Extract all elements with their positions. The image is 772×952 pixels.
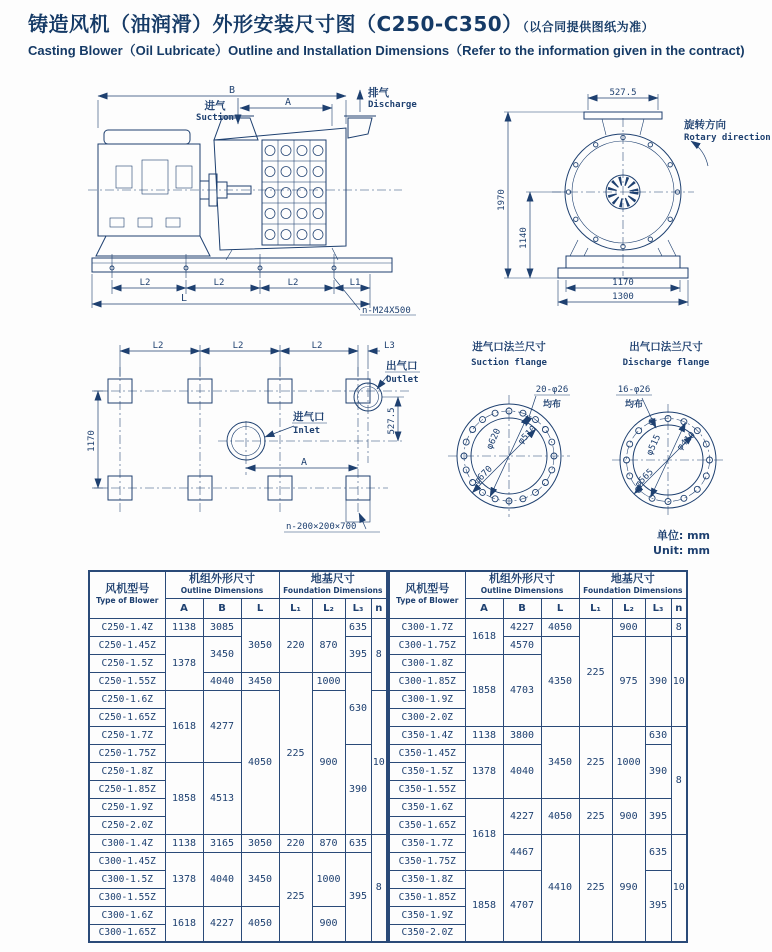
dimension-cell: 225 (579, 726, 612, 798)
table-row (89, 834, 387, 852)
table-row (389, 798, 687, 816)
centerlines (94, 367, 412, 513)
col-header-L1: L₁ (279, 598, 312, 618)
dimension-cell: 4410 (541, 834, 579, 942)
dimension-cell: 8 (371, 618, 387, 690)
dimension-cell: 635 (345, 834, 371, 852)
blower-model-cell: C250-1.7Z (89, 726, 165, 744)
blower-model-cell: C300-1.75Z (389, 636, 465, 654)
dimension-cell: 8 (671, 726, 687, 834)
bolt-hole-icon (627, 473, 633, 479)
dimension-cell: 225 (579, 618, 612, 726)
dimension-cell: 1858 (465, 654, 503, 726)
dimension-cell: 225 (579, 834, 612, 942)
dim-label-a: A (300, 457, 308, 468)
suction-en: Suction (196, 113, 234, 123)
blower-model-cell: C300-1.6Z (89, 906, 165, 924)
header-model: 风机型号 Type of Blower (89, 571, 165, 618)
header-foundation: 地基尺寸 Foundation Dimensions (579, 571, 687, 598)
suction-flange-diagram (430, 336, 588, 538)
table-row (89, 672, 387, 690)
anchor-bolt-note: n-M24X500 (362, 306, 411, 316)
plan-a-dim (246, 457, 358, 468)
dimension-cell: 1000 (612, 726, 645, 798)
table-row (89, 618, 387, 636)
bolt-hole-icon (627, 441, 633, 447)
table-row (89, 852, 387, 870)
dim-label-1970: 1970 (497, 189, 507, 211)
dimension-cell: 1618 (465, 618, 503, 654)
col-header-n: n (671, 598, 687, 618)
dimension-cell: 4707 (503, 870, 541, 942)
outlet-en: Outlet (386, 375, 419, 385)
header-foundation: 地基尺寸 Foundation Dimensions (279, 571, 387, 598)
blower-model-cell: C300-1.65Z (89, 924, 165, 942)
table-row (89, 690, 387, 708)
bolt-hole-icon (594, 237, 598, 241)
dimension-cell: 8 (371, 834, 387, 942)
blower-model-cell: C350-1.45Z (389, 744, 465, 762)
dimension-cell: 4050 (541, 798, 579, 834)
dimension-cell: 395 (345, 852, 371, 942)
front-view-diagram (482, 88, 771, 313)
bolt-hole-icon (648, 237, 652, 241)
dimension-tables (88, 570, 688, 943)
bolt-note2-text: 均布 (542, 400, 562, 410)
dim-label-527: 527.5 (609, 88, 637, 98)
bolt-hole-icon (574, 217, 578, 221)
foundation-dims (92, 274, 416, 316)
dimension-cell: 10 (371, 690, 387, 834)
col-header-B: B (503, 598, 541, 618)
table-row (389, 618, 687, 636)
bolt-hole-icon (574, 163, 578, 167)
dimension-cell: 1138 (465, 726, 503, 744)
inlet-en: Inlet (293, 426, 321, 436)
discharge-zh: 排气 (368, 87, 389, 99)
bolt-hole-icon (470, 427, 476, 433)
blower-model-cell: C250-1.45Z (89, 636, 165, 654)
header-outline: 机组外形尺寸 Outline Dimensions (165, 571, 279, 598)
vertical-dims (497, 112, 584, 278)
dimension-cell: 4570 (503, 636, 541, 654)
dim-label-l2: L2 (152, 341, 164, 351)
inlet-label (265, 410, 327, 437)
dimension-cell: 225 (279, 852, 312, 942)
dimension-cell: 4467 (503, 834, 541, 870)
dimension-cell: 220 (279, 834, 312, 852)
title-block (28, 8, 758, 59)
plan-view-diagram (68, 333, 428, 545)
blower-model-cell: C350-1.85Z (389, 888, 465, 906)
dim-label-l2: L2 (287, 278, 299, 288)
dimension-cell: 1618 (465, 798, 503, 870)
dim-label-l: L (180, 293, 188, 304)
dimension-cell: 3165 (203, 834, 241, 852)
dimension-cell: 4050 (241, 690, 279, 834)
dimension-cell: 900 (612, 798, 645, 834)
col-header-A: A (465, 598, 503, 618)
dim-label-l2: L2 (139, 278, 151, 288)
dia-outer-label: φ670 (472, 464, 495, 487)
dimension-cell: 870 (312, 834, 345, 852)
plan-left-dim (87, 391, 106, 488)
bolt-hole-icon (668, 163, 672, 167)
table-row (89, 906, 387, 924)
col-header-L3: L₃ (645, 598, 671, 618)
bolt-hole-icon (648, 143, 652, 147)
dimension-cell: 8 (671, 618, 687, 636)
dimension-cell: 900 (312, 906, 345, 942)
motor-outline (96, 130, 210, 256)
col-header-L3: L₃ (345, 598, 371, 618)
unit-note-zh: 单位: mm (656, 529, 710, 542)
dim-label-527: 527.5 (387, 407, 397, 435)
inlet-zh: 进气口 (293, 411, 325, 423)
table-row (389, 834, 687, 852)
col-header-L2: L₂ (612, 598, 645, 618)
dimension-cell: 4350 (541, 636, 579, 726)
blower-outline (214, 116, 376, 260)
outlet-zh: 出气口 (386, 360, 418, 372)
discharge-flange-diagram (596, 336, 760, 538)
dim-label-a: A (284, 97, 292, 108)
dimension-cell: 870 (312, 618, 345, 672)
dimension-cell: 1378 (465, 744, 503, 798)
dimension-cell: 390 (345, 744, 371, 834)
dimension-cell: 3450 (241, 852, 279, 906)
blower-model-cell: C250-1.75Z (89, 744, 165, 762)
dimension-cell: 3085 (203, 618, 241, 636)
dimension-cell: 4513 (203, 762, 241, 834)
dimension-cell: 4277 (203, 690, 241, 762)
blower-model-cell: C350-1.65Z (389, 816, 465, 834)
pocket-note-text: n-200×200×700 (286, 522, 357, 532)
dimension-cell: 4050 (541, 618, 579, 636)
rotary-zh: 旋转方向 (684, 119, 726, 131)
dim-label-l2: L2 (232, 341, 244, 351)
dimension-cell: 630 (345, 672, 371, 744)
dimension-cell: 3800 (503, 726, 541, 744)
blower-model-cell: C300-1.8Z (389, 654, 465, 672)
blower-model-cell: C300-1.4Z (89, 834, 165, 852)
bolt-note-text: 16-φ26 (617, 385, 651, 395)
dimension-cell: 1378 (165, 852, 203, 906)
foundation-pads (108, 379, 370, 522)
dim-label-l1: L1 (349, 278, 361, 288)
dimension-cell: 3050 (241, 834, 279, 852)
dia-bolt-circle-label: φ620 (485, 427, 504, 452)
plan-top-dims (120, 341, 395, 377)
dimension-cell: 900 (312, 690, 345, 834)
suction-flange-title-zh: 进气口法兰尺寸 (472, 341, 546, 353)
page-title-zh (28, 8, 758, 37)
dia-inner-label: φ510 (516, 424, 539, 447)
blower-model-cell: C300-1.9Z (389, 690, 465, 708)
blower-model-cell: C350-1.7Z (389, 834, 465, 852)
blower-model-cell: C350-1.8Z (389, 870, 465, 888)
dimension-cell: 635 (345, 618, 371, 636)
bolt-hole-icon (549, 467, 555, 473)
rotary-en: Rotary direction (684, 133, 771, 143)
dimension-cell: 10 (671, 636, 687, 726)
col-header-L: L (241, 598, 279, 618)
blower-model-cell: C300-1.7Z (389, 618, 465, 636)
dimension-cell: 1378 (165, 636, 203, 690)
outlet-label (377, 359, 420, 389)
dimension-cell: 3450 (241, 672, 279, 690)
bolt-hole-icon (542, 427, 548, 433)
dimension-cell: 225 (579, 798, 612, 834)
bolt-note-text: 20-φ26 (535, 385, 569, 395)
title-zh-text: 铸造风机（油润滑）外形安装尺寸图（C250-C350） (28, 12, 523, 36)
blower-model-cell: C300-1.5Z (89, 870, 165, 888)
blower-model-cell: C300-1.55Z (89, 888, 165, 906)
blower-model-cell: C300-2.0Z (389, 708, 465, 726)
dimension-cell: 1858 (165, 762, 203, 834)
page-title-en: Casting Blower（Oil Lubricate）Outline and Installation Dimensions（Refer to the information given in the contract) (28, 43, 745, 58)
bolt-hole-icon (703, 473, 709, 479)
dimension-cell: 630 (645, 726, 671, 744)
plan-offset-dim (382, 397, 404, 441)
blower-model-cell: C250-1.8Z (89, 762, 165, 780)
dimension-cell: 1618 (165, 690, 203, 762)
bolt-hole-icon (636, 428, 642, 434)
bolt-hole-icon (681, 495, 687, 501)
col-header-L2: L₂ (312, 598, 345, 618)
unit-note-en: Unit: mm (653, 544, 710, 557)
table-row (389, 636, 687, 654)
dimension-cell: 390 (645, 636, 671, 726)
blower-model-cell: C300-1.45Z (89, 852, 165, 870)
dimension-cell: 3450 (541, 726, 579, 798)
dimension-cell: 975 (612, 636, 645, 726)
dimension-cell: 3050 (241, 618, 279, 672)
dim-label-1170: 1170 (87, 430, 97, 452)
dimension-cell: 390 (645, 744, 671, 798)
dimension-cell: 10 (671, 834, 687, 942)
col-header-A: A (165, 598, 203, 618)
dimension-table-left (88, 570, 388, 943)
dim-label-1300: 1300 (612, 292, 634, 302)
dimension-table-right (388, 570, 688, 943)
header-model: 风机型号 Type of Blower (389, 571, 465, 618)
blower-model-cell: C350-1.9Z (389, 906, 465, 924)
base-frame (92, 254, 392, 278)
bolt-hole-icon (492, 410, 498, 416)
blower-model-cell: C250-1.5Z (89, 654, 165, 672)
blower-model-cell: C250-1.85Z (89, 780, 165, 798)
dimension-cell: 4050 (241, 906, 279, 942)
blower-model-cell: C350-1.75Z (389, 852, 465, 870)
dimension-cell: 395 (345, 636, 371, 672)
blower-model-cell: C250-1.4Z (89, 618, 165, 636)
dimension-cell: 4040 (203, 672, 241, 690)
dimension-cell: 635 (645, 834, 671, 870)
unit-note (580, 528, 710, 558)
dimension-cell: 900 (612, 618, 645, 636)
base-dims (558, 278, 688, 306)
blower-model-cell: C250-2.0Z (89, 816, 165, 834)
dimension-cell: 1138 (165, 618, 203, 636)
bearing-frame-grid (262, 140, 326, 245)
dimension-cell: 1858 (465, 870, 503, 942)
dimension-cell: 395 (645, 798, 671, 834)
dimension-cell: 395 (645, 870, 671, 942)
blower-model-cell: C350-2.0Z (389, 924, 465, 942)
blower-model-cell: C250-1.9Z (89, 798, 165, 816)
dim-label-1140: 1140 (519, 227, 529, 249)
blower-model-cell: C350-1.6Z (389, 798, 465, 816)
dimension-cell: 220 (279, 618, 312, 672)
blower-model-cell: C300-1.85Z (389, 672, 465, 690)
blower-model-cell: C250-1.6Z (89, 690, 165, 708)
side-view-diagram (72, 82, 420, 320)
dim-label-b: B (228, 85, 236, 96)
dimension-cell: 3450 (203, 636, 241, 672)
blower-model-cell: C250-1.65Z (89, 708, 165, 726)
dimension-cell: 4227 (503, 798, 541, 834)
dimension-cell (645, 618, 671, 636)
suction-flange-title-en: Suction flange (471, 358, 547, 368)
bolt-hole-icon (694, 486, 700, 492)
dim-label-l2: L2 (213, 278, 225, 288)
dimension-cell: 1000 (312, 852, 345, 906)
bolt-note2-text: 均布 (624, 400, 644, 410)
dimension-cell: 1000 (312, 672, 345, 690)
discharge-flange-drawing (612, 404, 724, 516)
blower-model-cell: C350-1.55Z (389, 780, 465, 798)
col-header-L1: L₁ (579, 598, 612, 618)
col-header-B: B (203, 598, 241, 618)
discharge-en: Discharge (368, 100, 417, 110)
dia-inner-label: φ410 (675, 430, 698, 453)
discharge-flange-title-en: Discharge flange (622, 358, 710, 368)
bolt-hole-icon (594, 143, 598, 147)
dimension-cell: 4227 (503, 618, 541, 636)
table-row (389, 726, 687, 744)
title-zh-note: （以合同提供图纸为准） (522, 20, 655, 34)
col-header-n: n (371, 598, 387, 618)
bolt-hole-icon (492, 496, 498, 502)
rotation-arrow-icon (691, 141, 708, 166)
pocket-note (284, 513, 380, 532)
bolt-hole-icon (542, 480, 548, 486)
discharge-label (360, 86, 417, 112)
dimension-cell: 4703 (503, 654, 541, 726)
dimension-cell: 990 (612, 834, 645, 942)
discharge-flange-title-zh: 出气口法兰尺寸 (629, 341, 703, 353)
dimension-cell: 225 (279, 672, 312, 834)
dimension-cell: 1618 (165, 906, 203, 942)
dimension-cell: 1138 (165, 834, 203, 852)
casing-outline (552, 112, 694, 278)
suction-flange-drawing (448, 395, 570, 517)
col-header-L: L (541, 598, 579, 618)
suction-zh: 进气 (204, 100, 226, 112)
blower-model-cell: C350-1.4Z (389, 726, 465, 744)
dia-bolt-circle-label: φ515 (645, 433, 664, 458)
dia-outer-label: φ565 (633, 467, 656, 490)
dim-label-l3: L3 (384, 341, 395, 351)
dimension-cell: 4040 (203, 852, 241, 906)
dimension-cell: 4227 (203, 906, 241, 942)
dim-label-l2: L2 (311, 341, 323, 351)
blower-model-cell: C250-1.55Z (89, 672, 165, 690)
dimension-cell: 4040 (503, 744, 541, 798)
dim-label-1170: 1170 (612, 278, 634, 288)
bolt-hole-icon (668, 217, 672, 221)
blower-model-cell: C350-1.5Z (389, 762, 465, 780)
rotary-direction-label (684, 118, 771, 166)
suction-label (196, 98, 238, 124)
discharge-bolt-note (616, 385, 656, 428)
header-outline: 机组外形尺寸 Outline Dimensions (465, 571, 579, 598)
